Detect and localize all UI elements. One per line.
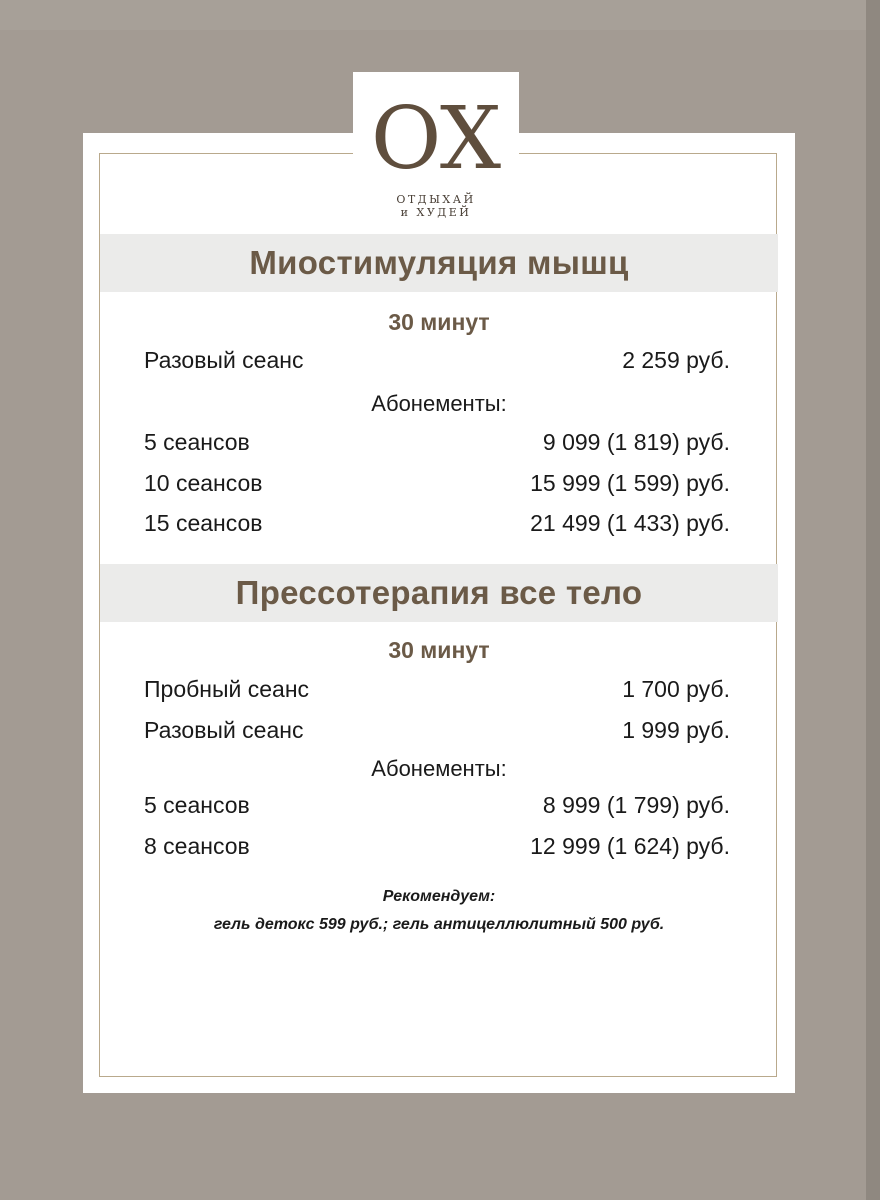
row-label: 15 сеансов	[144, 510, 263, 536]
price-row	[144, 676, 730, 706]
row-price: 21 499 (1 433) руб.	[530, 510, 730, 536]
monogram-logo-icon	[370, 89, 502, 189]
row-price: 1 999 руб.	[622, 717, 730, 743]
price-row	[144, 510, 730, 540]
brand-line-1: ОТДЫХАЙ	[396, 193, 476, 206]
row-label: 8 сеансов	[144, 833, 250, 859]
row-price: 2 259 руб.	[622, 347, 730, 373]
price-row	[144, 833, 730, 863]
brand-line-2: и ХУДЕЙ	[400, 206, 472, 219]
section-2-header	[100, 564, 778, 622]
section-2-duration: 30 минут	[388, 637, 490, 663]
row-price: 1 700 руб.	[622, 676, 730, 702]
row-label: 10 сеансов	[144, 470, 263, 496]
row-label: 5 сеансов	[144, 792, 250, 818]
recommend-text: гель детокс 599 руб.; гель антицеллюлитный 500 руб.	[213, 916, 665, 933]
section-1-duration: 30 минут	[388, 309, 490, 335]
row-label: Разовый сеанс	[144, 347, 304, 373]
row-label: Пробный сеанс	[144, 676, 310, 702]
section-1-header	[100, 234, 778, 292]
section-1-subscriptions-label: Абонементы:	[371, 391, 507, 416]
price-row	[144, 792, 730, 822]
section-2-title: Прессотерапия все тело	[235, 574, 643, 611]
section-2-subscriptions-label: Абонементы:	[371, 756, 507, 781]
section-1-title: Миостимуляция мышц	[249, 244, 629, 281]
row-price: 8 999 (1 799) руб.	[542, 792, 730, 818]
price-row	[144, 347, 730, 377]
row-price: 12 999 (1 624) руб.	[530, 833, 730, 859]
row-label: 5 сеансов	[144, 429, 250, 455]
row-price: 15 999 (1 599) руб.	[530, 470, 730, 496]
row-label: Разовый сеанс	[144, 717, 304, 743]
price-row	[144, 470, 730, 500]
monogram-text: OX	[370, 89, 502, 189]
row-price: 9 099 (1 819) руб.	[542, 429, 730, 455]
top-strip	[0, 0, 880, 30]
logo	[353, 72, 519, 232]
price-row	[144, 717, 730, 747]
recommend-title: Рекомендуем:	[382, 888, 496, 905]
price-row	[144, 429, 730, 459]
right-edge	[866, 0, 880, 1200]
